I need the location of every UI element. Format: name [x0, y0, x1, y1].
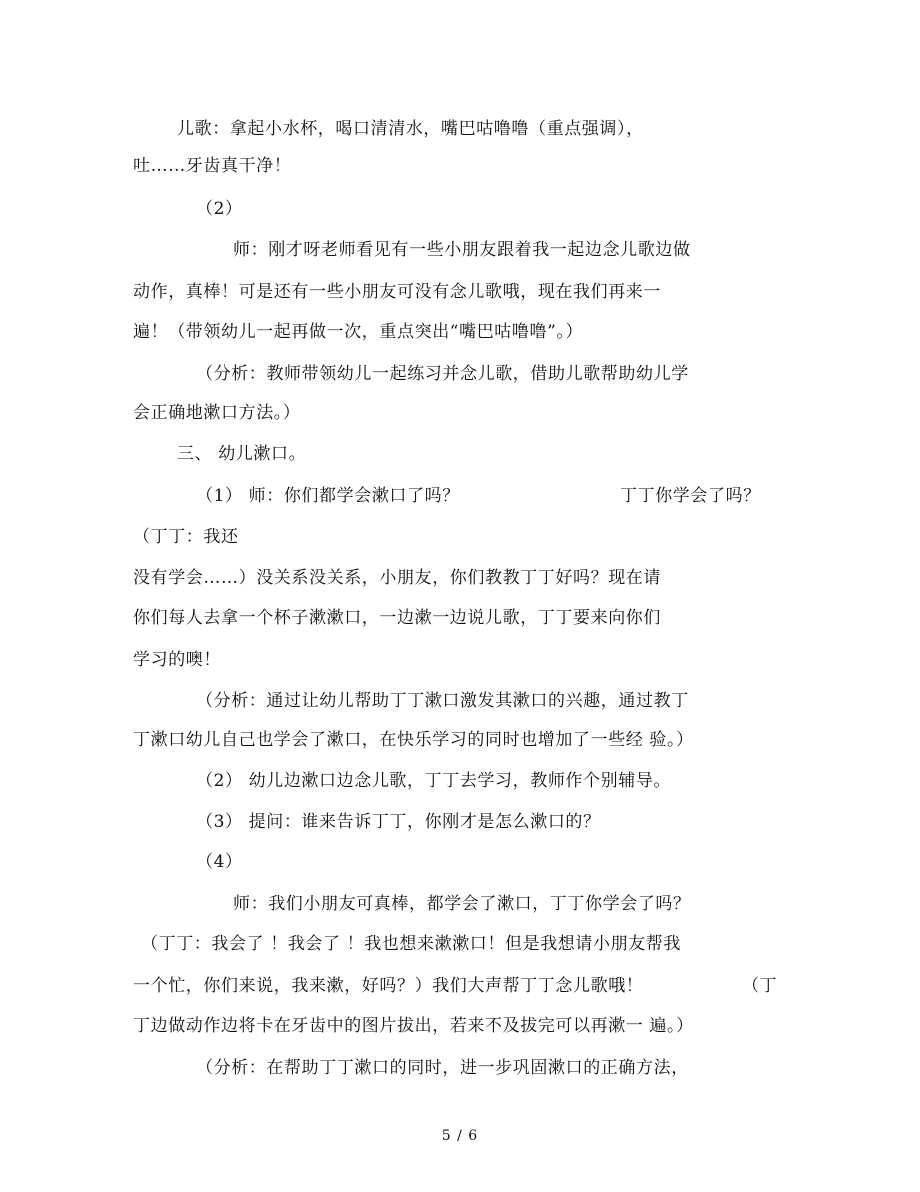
text-line-10a: （1） 师：你们都学会漱口了吗？ — [196, 486, 460, 506]
text-line-2: 吐……牙齿真干净！ — [133, 156, 292, 176]
text-line-21: （丁丁：我会了 ！我会了 ！我也想来漱漱口！但是我想请小朋友帮我 — [141, 934, 682, 954]
text-line-15: （分析：通过让幼儿帮助丁丁漱口激发其漱口的兴趣，通过教丁 — [196, 691, 689, 711]
text-line-8: 会正确地漱口方法。） — [133, 403, 301, 423]
text-line-5: 动作，真棒！可是还有一些小朋友可没有念儿歌哦，现在我们再来一 — [133, 282, 661, 302]
text-line-14: 学习的噢！ — [133, 650, 221, 670]
text-line-3: （2） — [196, 199, 243, 219]
page-number: 5 / 6 — [441, 1128, 479, 1144]
text-line-10b: 丁丁你学会了吗？ — [620, 486, 761, 506]
text-line-23: 丁边做动作边将卡在牙齿中的图片拔出，若来不及拔完可以再漱一 遍。） — [133, 1016, 694, 1036]
text-line-4: 师：刚才呀老师看见有一些小朋友跟着我一起边念儿歌边做 — [233, 240, 691, 260]
text-line-11: （丁丁：我还 — [133, 527, 239, 547]
text-line-20: 师：我们小朋友可真棒，都学会了漱口，丁丁你学会了吗？ — [233, 894, 691, 914]
text-line-12: 没有学会……）没关系没关系，小朋友，你们教教丁丁好吗？现在请 — [133, 568, 661, 588]
text-line-19: （4） — [196, 852, 243, 872]
text-line-6: 遍！（带领幼儿一起再做一次，重点突出“嘴巴咕噜噜”。） — [133, 322, 584, 342]
text-line-24: （分析：在帮助丁丁漱口的同时，进一步巩固漱口的正确方法， — [196, 1058, 689, 1078]
text-line-22b: （丁 — [742, 976, 778, 996]
text-line-9: 三、 幼儿漱口。 — [177, 444, 307, 464]
text-line-22a: 一个忙，你们来说，我来漱，好吗？）我们大声帮丁丁念儿歌哦！ — [133, 976, 644, 996]
text-line-7: （分析：教师带领幼儿一起练习并念儿歌，借助儿歌帮助幼儿学 — [196, 364, 689, 384]
text-line-13: 你们每人去拿一个杯子漱漱口，一边漱一边说儿歌，丁丁要来向你们 — [133, 608, 661, 628]
text-line-16: 丁漱口幼儿自己也学会了漱口，在快乐学习的同时也增加了一些经 验。） — [133, 730, 694, 750]
text-line-1: 儿歌：拿起小水杯，喝口清清水，嘴巴咕噜噜（重点强调）， — [177, 119, 644, 139]
text-line-18: （3） 提问：谁来告诉丁丁，你刚才是怎么漱口的？ — [196, 812, 601, 832]
text-line-17: （2） 幼儿边漱口边念儿歌，丁丁去学习，教师作个别辅导。 — [196, 771, 672, 791]
